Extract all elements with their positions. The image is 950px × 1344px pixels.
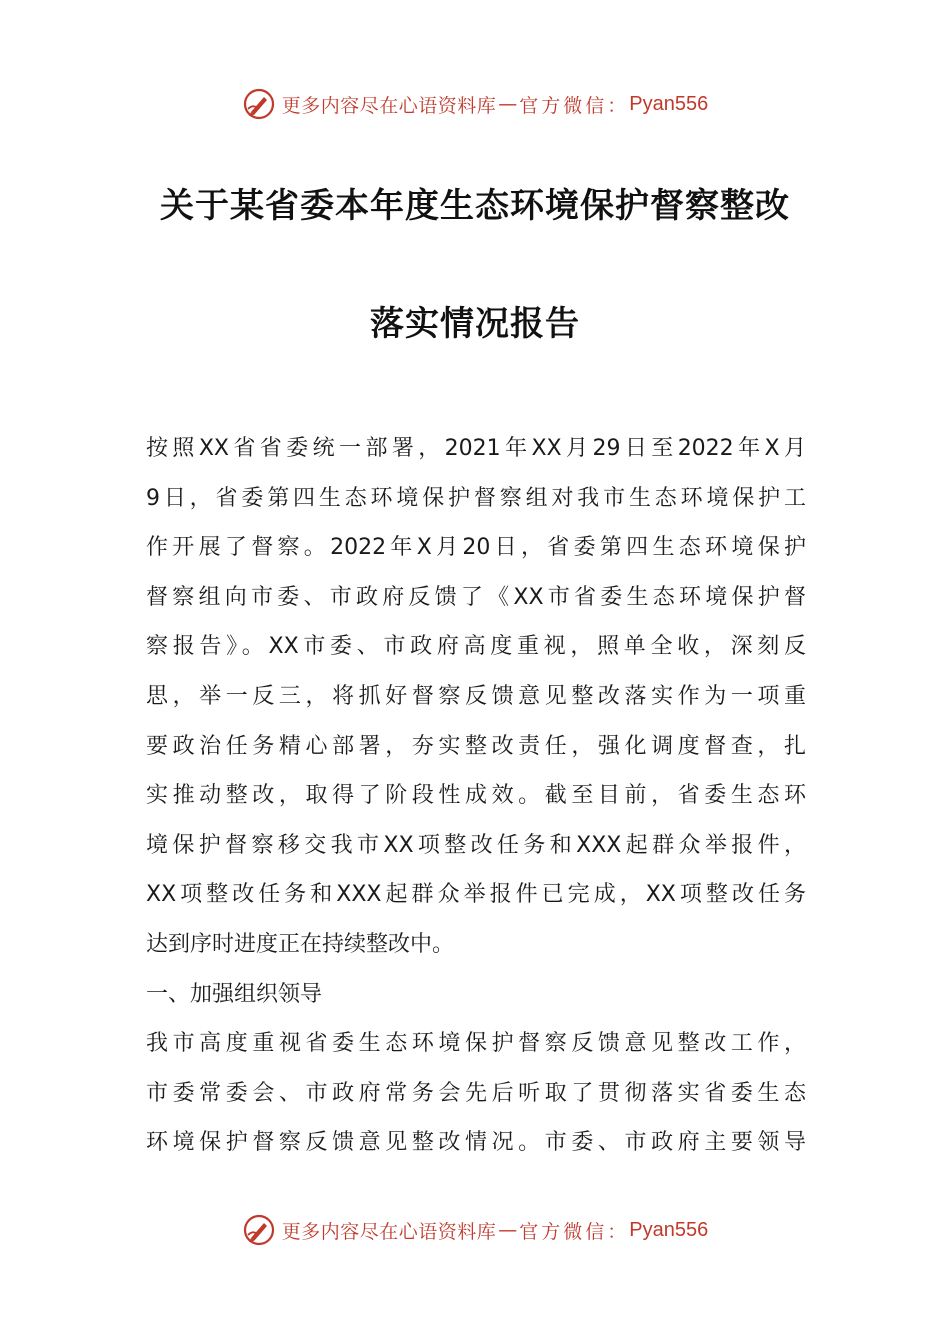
body-line: 作开展了督察。2022年X月20日，省委第四生态环境保护 — [146, 535, 806, 561]
watermark-text: 更多内容尽在心语资料库 — [281, 94, 497, 117]
pen-logo-icon — [242, 1213, 276, 1247]
body-line: 实推动整改，取得了阶段性成效。截至目前，省委生态环 — [146, 783, 806, 809]
body-line: 察报告》。XX市委、市政府高度重视，照单全收，深刻反 — [146, 634, 806, 660]
section-heading: 一、加强组织领导 — [146, 981, 323, 1007]
watermark-text: 更多内容尽在心语资料库 — [281, 1220, 497, 1243]
document-title-line-1: 关于某省委本年度生态环境保护督察整改 — [160, 186, 790, 226]
body-line: 境保护督察移交我市XX项整改任务和XXX起群众举报件， — [146, 832, 806, 858]
body-line: 环境保护督察反馈意见整改情况。市委、市政府主要领导 — [146, 1130, 806, 1156]
body-line: 我市高度重视省委生态环境保护督察反馈意见整改工作， — [146, 1031, 806, 1057]
watermark-banner-bottom — [0, 1210, 950, 1250]
body-line: 市委常委会、市政府常务会先后听取了贯彻落实省委生态 — [146, 1080, 806, 1106]
watermark-wechat-label: 官方微信： — [519, 1220, 630, 1243]
pen-logo-icon — [242, 87, 276, 121]
body-line: 按照XX省省委统一部署，2021年XX月29日至2022年X月 — [146, 436, 806, 461]
watermark-wechat-id: Pyan556 — [629, 92, 709, 115]
document-title-line-2: 落实情况报告 — [370, 304, 580, 344]
watermark-dash: — — [498, 93, 518, 115]
watermark-wechat-id: Pyan556 — [629, 1218, 709, 1241]
body-line: 要政治任务精心部署，夯实整改责任，强化调度督查，扎 — [146, 733, 806, 759]
body-line: 思，举一反三，将抓好督察反馈意见整改落实作为一项重 — [146, 683, 806, 709]
body-line: 9日，省委第四生态环境保护督察组对我市生态环境保护工 — [146, 485, 806, 511]
watermark-dash: — — [498, 1219, 518, 1241]
document-body — [146, 424, 806, 1168]
body-line: XX项整改任务和XXX起群众举报件已完成，XX项整改任务 — [146, 882, 806, 908]
watermark-wechat-label: 官方微信： — [519, 94, 630, 117]
body-line: 达到序时进度正在持续整改中。 — [146, 931, 455, 957]
body-line: 督察组向市委、市政府反馈了《XX市省委生态环境保护督 — [146, 584, 806, 610]
watermark-banner-top — [0, 84, 950, 124]
